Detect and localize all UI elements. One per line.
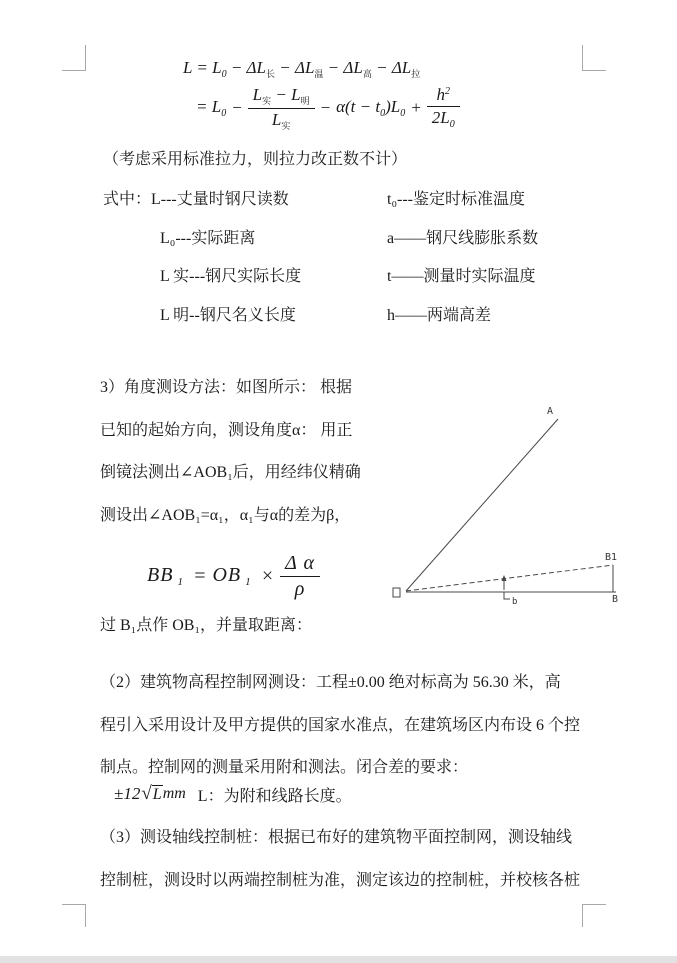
legend-row: [103, 186, 603, 225]
legend-row: [103, 302, 603, 341]
times-operator: ×: [260, 564, 276, 587]
subscript: 高: [362, 69, 372, 79]
offset-leader: [504, 592, 510, 599]
legend-right: t——测量时实际温度: [387, 268, 536, 286]
fraction-numerator: Δ α: [280, 552, 320, 577]
legend-left: L₀---实际距离: [160, 229, 256, 247]
formula-term: − ΔL: [323, 58, 363, 77]
text-line: 已知的起始方向，测设角度α： 用正: [100, 421, 353, 439]
fraction-tape-length: [248, 85, 315, 131]
subscript: 0: [221, 69, 227, 80]
legend-right: t₀---鉴定时标准温度: [387, 191, 526, 208]
legend-right: h——两端高差: [387, 307, 492, 325]
text-line: 控制桩，测设时以两端控制桩为准，测定该边的控制桩，并校核各桩: [100, 871, 581, 889]
fraction-delta-alpha-rho: [280, 552, 320, 601]
formula-term: = $L_0$: [196, 97, 227, 119]
formula-term: − ΔL: [371, 58, 412, 77]
formula-term: $\alpha(t - t_0)L_0$: [336, 97, 406, 119]
fraction-denominator: $L_实$: [271, 109, 291, 131]
formula-tape-correction-line2: [196, 84, 460, 132]
page-corner-mark-top-right: [582, 45, 606, 71]
text-line: （3）测设轴线控制桩：根据已布好的建筑物平面控制网，测设轴线: [100, 829, 573, 846]
text-line: 测设出∠AOB₁=α₁，α₁与α的差为β，: [100, 506, 351, 524]
minus-operator: −: [319, 98, 332, 117]
label-b1: B1: [605, 552, 618, 563]
fraction-denominator: ρ: [294, 577, 306, 600]
text-line: 倒镜法测出∠AOB₁后，用经纬仪精确: [100, 464, 361, 482]
text-line: （2）建筑物高程控制网测设：工程±0.00 绝对标高为 56.30 米，高: [100, 674, 561, 691]
formula-term: BB $_1$: [147, 564, 184, 588]
subscript: 拉: [411, 69, 421, 79]
radicand: L: [152, 785, 162, 803]
plus-operator: +: [410, 98, 422, 117]
closure-tolerance-line: [114, 782, 352, 806]
text-line: 3）角度测设方法：如图所示： 根据: [100, 379, 353, 396]
page-corner-mark-bottom-left: [62, 904, 86, 927]
angle-diagram: [392, 398, 642, 613]
page-corner-mark-top-left: [62, 45, 86, 71]
formula-term: − ΔL: [275, 58, 315, 77]
formula-term: − ΔL: [226, 58, 266, 77]
vertex-o-glyph: [393, 588, 400, 597]
symbol-legend: [103, 186, 603, 341]
formula-tape-correction-line1: [183, 58, 420, 80]
paragraph-elevation-network: [100, 669, 580, 797]
text-line: 程引入采用设计及甲方提供的国家水准点，在建筑场区内布设 6 个控: [100, 716, 581, 734]
formula-bb1: [147, 551, 320, 601]
minus-operator: −: [231, 98, 243, 117]
fraction-height: [427, 85, 460, 130]
legend-row: [103, 263, 603, 302]
text-line: 制点。控制网的测量采用附和测法。闭合差的要求：: [100, 759, 469, 777]
legend-row: [103, 225, 603, 264]
legend-left: 式中：L---丈量时钢尺读数: [103, 191, 289, 208]
fraction-numerator: $h^2$: [427, 85, 460, 107]
subscript: 温: [314, 69, 324, 79]
ray-ob1-dashed: [406, 565, 613, 591]
fraction-numerator: $L_实 - L_明$: [248, 85, 315, 108]
subscript: 长: [265, 69, 275, 79]
formula-term: OB $_1$: [212, 564, 252, 588]
formula-term: ±12: [114, 784, 141, 803]
formula-term: L = L: [183, 58, 222, 77]
label-offset-b: b: [512, 597, 518, 607]
tolerance-explanation: L：为附和线路长度。: [197, 787, 352, 805]
label-a: A: [547, 406, 554, 417]
note-standard-tension: （考虑采用标准拉力，则拉力改正数不计）: [103, 151, 408, 168]
fraction-denominator: $2L_0$: [431, 108, 455, 131]
unit-label: mm: [162, 785, 186, 802]
legend-right: a——钢尺线膨胀系数: [387, 229, 539, 247]
ray-oa: [406, 419, 558, 591]
label-b: B: [612, 594, 619, 605]
equals-operator: =: [192, 564, 208, 587]
paragraph-angle-method: [100, 374, 361, 544]
radical-sign: √: [141, 783, 152, 804]
text-line-b1-instruction: 过 B₁点作 OB₁，并量取距离：: [100, 617, 313, 634]
legend-left: L 实---钢尺实际长度: [160, 268, 302, 286]
page-bottom-edge: [0, 956, 677, 963]
page-corner-mark-bottom-right: [582, 904, 606, 927]
legend-left: L 明--钢尺名义长度: [160, 307, 296, 325]
paragraph-axis-stakes: [100, 824, 580, 909]
